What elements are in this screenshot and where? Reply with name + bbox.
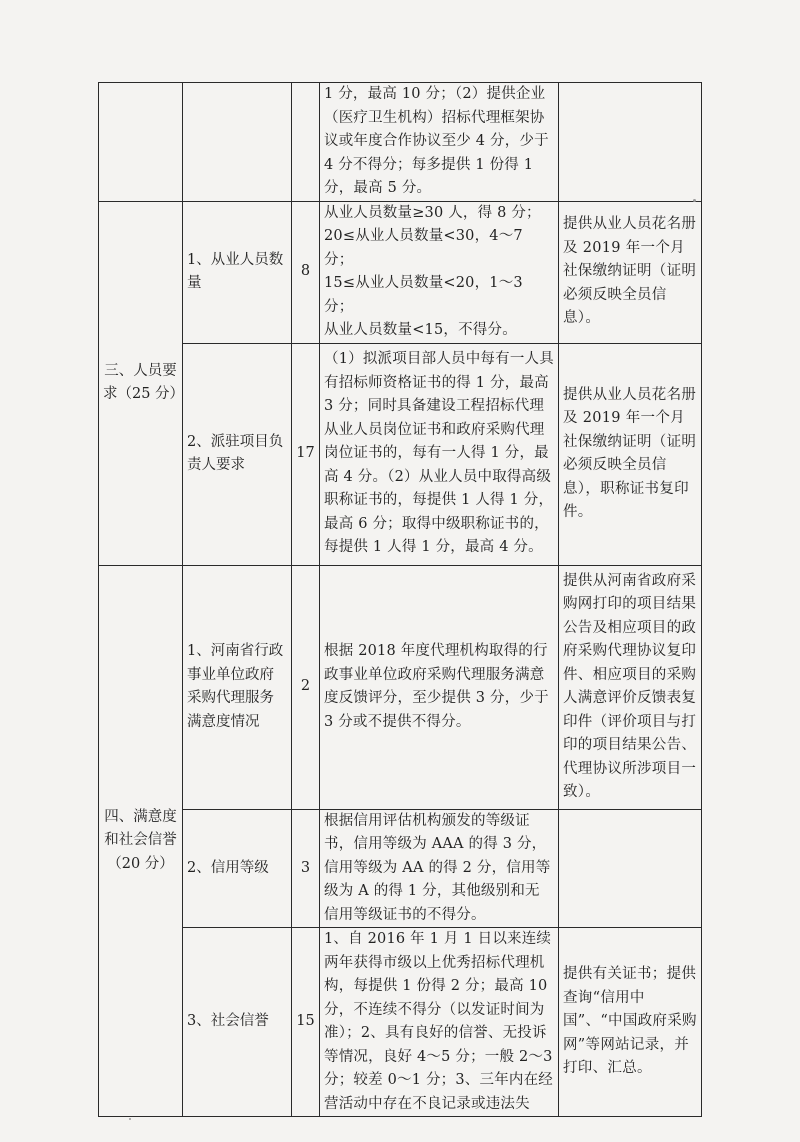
table-row bbox=[99, 343, 702, 565]
category-cell: 三、人员要求（25 分） bbox=[99, 201, 183, 565]
scan-speck bbox=[129, 1118, 131, 1120]
criteria-line: 20≤从业人员数量<30，4～7 分； bbox=[324, 228, 523, 268]
score-cell: 2 bbox=[292, 565, 320, 809]
criteria-text: 根据 2018 年度代理机构取得的行政事业单位政府采购代理服务满意度反馈评分，至少提供 3 分，少于 3 分或不提供不得分。 bbox=[324, 643, 549, 730]
score-cell: 3 bbox=[292, 809, 320, 928]
criteria-line: 从业人员数量≥30 人，得 8 分； bbox=[324, 204, 541, 221]
material-cell: 提供从业人员花名册及 2019 年一个月社保缴纳证明（证明必须反映全员信息）。 bbox=[559, 201, 702, 343]
item-cell: 1、从业人员数量 bbox=[183, 201, 292, 343]
criteria-text: （1）拟派项目部人员中每有一人具有招标师资格证书的得 1 分，最高 3 分；同时具备建设工程招标代理从业人员岗位证书和政府采购代理岗位证书的，每有一人得 1 分，最高 4 分。（2）从业人员中取得高级职称证书的，每提供 1 人得 1 分，最高 6 分；取得中级职称证书的，每提供 1 人得 1 分，最高 4 分。 bbox=[324, 351, 554, 556]
material-cell bbox=[559, 83, 702, 202]
material-cell: 提供从业人员花名册及 2019 年一个月社保缴纳证明（证明必须反映全员信息），职称证书复印件。 bbox=[559, 343, 702, 565]
category-cell bbox=[99, 83, 183, 202]
score-cell bbox=[292, 83, 320, 202]
criteria-line: 15≤从业人员数量<20，1～3 分； bbox=[324, 275, 523, 315]
table-row bbox=[99, 565, 702, 809]
item-cell: 2、信用等级 bbox=[183, 809, 292, 928]
material-cell bbox=[559, 809, 702, 928]
table-row bbox=[99, 928, 702, 1117]
table-row bbox=[99, 201, 702, 343]
material-cell: 提供有关证书；提供查询“信用中国”、“中国政府采购网”等网站记录，并打印、汇总。 bbox=[559, 928, 702, 1117]
item-cell: 3、社会信誉 bbox=[183, 928, 292, 1117]
score-cell: 15 bbox=[292, 928, 320, 1117]
table-row bbox=[99, 83, 702, 202]
criteria-text: 1、自 2016 年 1 月 1 日以来连续两年获得市级以上优秀招标代理机构，每提供 1 份得 2 分；最高 10 分，不连续不得分（以发证时间为准）；2、具有良好的信誉、无投诉等情况，良好 4～5 分；一般 2～3 分；较差 0～1 分；3、三年内在经营活动中存在不良记录或违法失 bbox=[324, 931, 553, 1112]
category-cell: 四、满意度和社会信誉（20 分） bbox=[99, 565, 183, 1117]
criteria-text: 根据信用评估机构颁发的等级证书，信用等级为 AAA 的得 3 分，信用等级为 AA 的得 2 分，信用等级为 A 的得 1 分，其他级别和无信用等级证书的不得分。 bbox=[324, 812, 551, 923]
item-cell: 1、河南省行政事业单位政府采购代理服务满意度情况 bbox=[183, 565, 292, 809]
criteria-cell bbox=[320, 201, 559, 343]
criteria-text: 1 分，最高 10 分；（2）提供企业（医疗卫生机构）招标代理框架协议或年度合作协议至少 4 分，少于 4 分不得分；每多提供 1 份得 1 分，最高 5 分。 bbox=[324, 86, 549, 196]
scoring-table bbox=[98, 82, 702, 1117]
item-cell: 2、派驻项目负责人要求 bbox=[183, 343, 292, 565]
item-cell bbox=[183, 83, 292, 202]
score-cell: 17 bbox=[292, 343, 320, 565]
score-cell: 8 bbox=[292, 201, 320, 343]
criteria-cell bbox=[320, 809, 559, 928]
criteria-line: 从业人员数量<15，不得分。 bbox=[324, 322, 517, 338]
material-cell: 提供从河南省政府采购网打印的项目结果公告及相应项目的政府采购代理协议复印件、相应项目的采购人满意评价反馈表复印件（评价项目与打印的项目结果公告、代理协议所涉项目一致）。 bbox=[559, 565, 702, 809]
criteria-cell bbox=[320, 565, 559, 809]
criteria-cell bbox=[320, 83, 559, 202]
table-row bbox=[99, 809, 702, 928]
scan-speck bbox=[693, 199, 696, 202]
criteria-cell bbox=[320, 343, 559, 565]
criteria-cell bbox=[320, 928, 559, 1117]
